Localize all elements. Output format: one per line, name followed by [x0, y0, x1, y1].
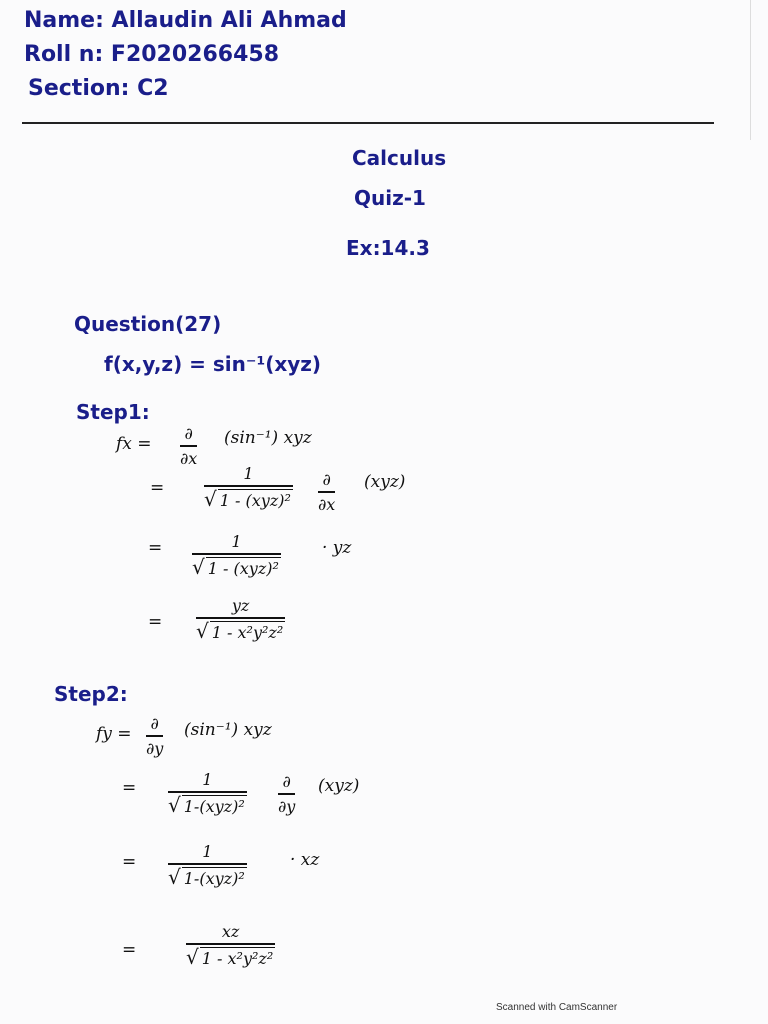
header-divider — [22, 122, 714, 124]
step2-l2-expr: (xyz) — [318, 776, 360, 796]
roll-number: Roll n: F2020266458 — [24, 42, 280, 67]
step2-l4-fraction: xz √ 1 - x²y²z² — [186, 922, 274, 969]
step1-l2-equals: = — [150, 478, 165, 498]
step2-l1-expr: (sin⁻¹) xyz — [184, 720, 272, 740]
step2-l1-operator: ∂ ∂y — [146, 714, 164, 758]
step2-lhs: fy = — [96, 724, 132, 744]
step1-l2-operator: ∂ ∂x — [318, 470, 336, 514]
exercise-title: Ex:14.3 — [346, 236, 430, 260]
step1-l2-fraction: 1 √ 1 - (xyz)² — [204, 464, 291, 511]
step1-l4-fraction: yz √ 1 - x²y²z² — [196, 596, 284, 643]
quiz-title: Quiz-1 — [354, 186, 426, 210]
step1-l3-equals: = — [148, 538, 163, 558]
question-label: Question(27) — [74, 312, 222, 336]
step2-l3-expr: · xz — [290, 850, 320, 870]
step1-l3-expr: · yz — [322, 538, 352, 558]
step2-l2-fraction: 1 √ 1-(xyz)² — [168, 770, 245, 817]
step1-l2-expr: (xyz) — [364, 472, 406, 492]
step1-l3-fraction: 1 √ 1 - (xyz)² — [192, 532, 279, 579]
page-edge-shadow — [750, 0, 751, 140]
step2-l2-operator: ∂ ∂y — [278, 772, 296, 816]
step2-l3-equals: = — [122, 852, 137, 872]
student-name: Name: Allaudin Ali Ahmad — [24, 8, 347, 33]
step1-lhs: fx = — [116, 434, 152, 454]
step1-label: Step1: — [76, 400, 150, 424]
step1-l4-equals: = — [148, 612, 163, 632]
step2-l4-equals: = — [122, 940, 137, 960]
step1-l1-operator: ∂ ∂x — [180, 424, 198, 468]
section: Section: C2 — [28, 76, 169, 101]
subject-title: Calculus — [352, 146, 447, 170]
question-function: f(x,y,z) = sin⁻¹(xyz) — [104, 352, 322, 376]
scanner-watermark: Scanned with CamScanner — [496, 1002, 618, 1013]
step2-label: Step2: — [54, 682, 128, 706]
step2-l3-fraction: 1 √ 1-(xyz)² — [168, 842, 245, 889]
step1-l1-expr: (sin⁻¹) xyz — [224, 428, 312, 448]
step2-l2-equals: = — [122, 778, 137, 798]
